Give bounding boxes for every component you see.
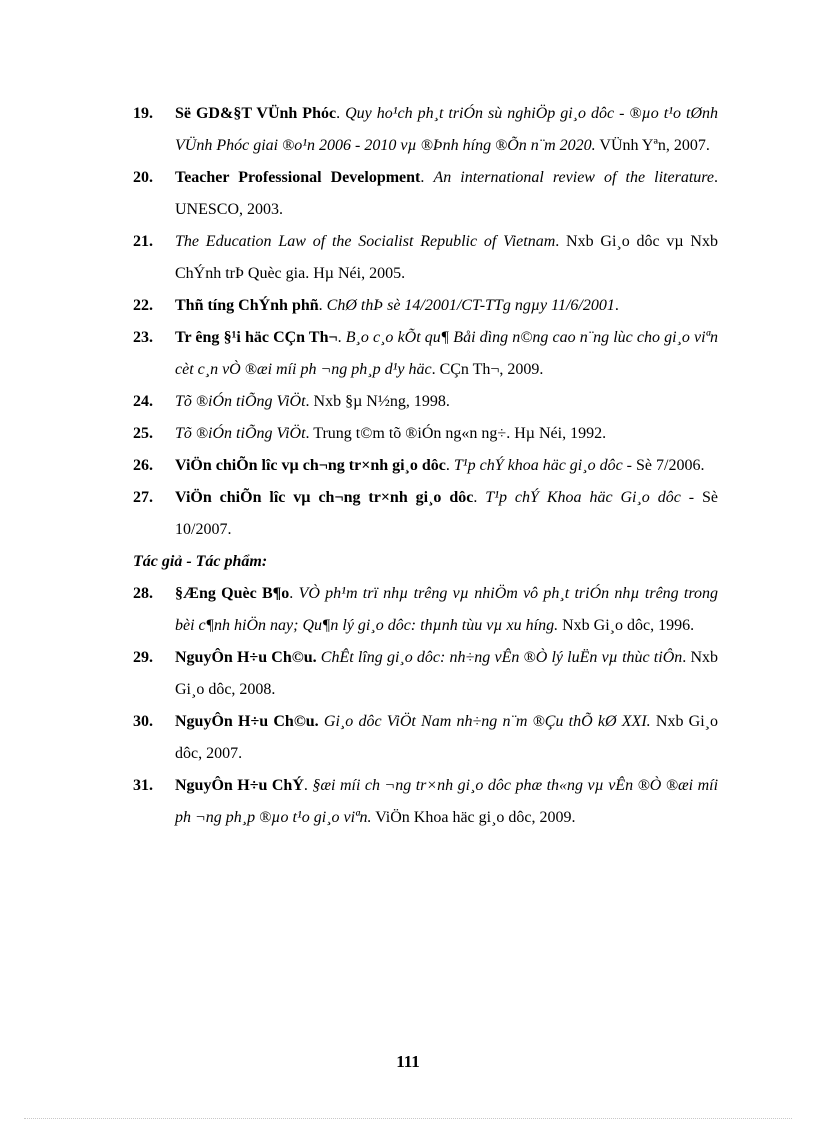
- reference-body: [175, 450, 718, 482]
- reference-item: [133, 290, 718, 322]
- reference-author: NguyÔn H÷u ChÝ: [175, 777, 304, 794]
- reference-publisher: .: [614, 297, 619, 314]
- reference-body: [175, 98, 718, 162]
- reference-title: Gi¸o dôc ViÖt Nam nh÷ng n¨m ®Çu thÕ kØ XXI.: [323, 713, 651, 730]
- reference-title: Quy ho¹ch ph¸t triÓn sù nghiÖp gi¸o dôc - ®µo t¹o tØnh VÜnh Phóc giai ®o¹n 2006 - 2010 vµ ®Þnh híng ®Õn n¨m 2020.: [175, 105, 719, 154]
- reference-number: 19.: [133, 105, 153, 122]
- reference-number: 31.: [133, 777, 153, 794]
- reference-item: [133, 386, 718, 418]
- reference-title: Tõ ®iÓn tiÕng ViÖt: [175, 425, 306, 442]
- reference-item: [133, 98, 718, 162]
- reference-author: §Æng Quèc B¶o: [175, 585, 290, 602]
- reference-title: T¹p chÝ khoa häc gi¸o dôc: [453, 457, 623, 474]
- reference-publisher: Nxb Gi¸o dôc, 1996.: [558, 617, 695, 634]
- reference-number: 30.: [133, 713, 153, 730]
- reference-title: The Education Law of the Socialist Republic of Vietnam: [175, 233, 556, 250]
- reference-author: Thñ tíng ChÝnh phñ: [175, 297, 319, 314]
- reference-author: Së GD&§T VÜnh Phóc: [175, 105, 337, 122]
- reference-publisher: ViÖn Khoa häc gi¸o dôc, 2009.: [371, 809, 576, 826]
- reference-number: 23.: [133, 329, 153, 346]
- reference-item: [133, 162, 718, 226]
- reference-separator: .: [303, 777, 313, 794]
- reference-author: NguyÔn H÷u Ch©u.: [175, 713, 319, 730]
- reference-body: [175, 642, 718, 706]
- reference-body: [175, 482, 718, 546]
- reference-item: [133, 642, 718, 706]
- reference-title: §æi míi ch ¬ng tr×nh gi¸o dôc phæ th«ng vµ vÊn ®Ò ®æi míi ph ¬ng ph¸p ®µo t¹o gi¸o viªn.: [175, 777, 719, 826]
- reference-title: B¸o c¸o kÕt qu¶ Båi dìng n©ng cao n¨ng lùc cho gi¸o viªn cèt c¸n vÒ ®æi míi ph ¬ng ph¸p d¹y häc: [175, 329, 719, 378]
- reference-separator: .: [289, 585, 299, 602]
- reference-publisher: - Sè 7/2006.: [622, 457, 705, 474]
- reference-item: [133, 578, 718, 642]
- reference-item: [133, 418, 718, 450]
- reference-item: [133, 226, 718, 290]
- reference-publisher: . Nxb Gi¸o dôc, 2008.: [175, 649, 719, 698]
- reference-separator: .: [473, 489, 486, 506]
- reference-separator: .: [420, 169, 434, 186]
- reference-author: ViÖn chiÕn lîc vµ ch¬ng tr×nh gi¸o dôc: [175, 489, 474, 506]
- reference-publisher: VÜnh Yªn, 2007.: [595, 137, 710, 154]
- reference-publisher: . CÇn Th¬, 2009.: [431, 361, 544, 378]
- reference-number: 27.: [133, 489, 153, 506]
- reference-item: [133, 322, 718, 386]
- reference-body: [175, 290, 718, 322]
- reference-separator: .: [318, 297, 327, 314]
- reference-number: 29.: [133, 649, 153, 666]
- reference-number: 21.: [133, 233, 153, 250]
- reference-publisher: - Sè 10/2007.: [175, 489, 719, 538]
- reference-title: ChÊt lîng gi¸o dôc: nh÷ng vÊn ®Ò lý luËn vµ thùc tiÔn: [320, 649, 683, 666]
- reference-author: ViÖn chiÕn lîc vµ ch¬ng tr×nh gi¸o dôc: [175, 457, 446, 474]
- reference-number: 28.: [133, 585, 153, 602]
- footer-divider: [24, 1118, 792, 1119]
- reference-body: [175, 386, 718, 418]
- reference-title: T¹p chÝ Khoa häc Gi¸o dôc: [485, 489, 681, 506]
- reference-body: [175, 706, 718, 770]
- reference-publisher: Nxb Gi¸o dôc, 2007.: [175, 713, 719, 762]
- reference-separator: .: [336, 105, 346, 122]
- reference-title: ChØ thÞ sè 14/2001/CT-TTg ngµy 11/6/2001: [326, 297, 615, 314]
- reference-author: NguyÔn H÷u Ch©u.: [175, 649, 317, 666]
- reference-number: 24.: [133, 393, 153, 410]
- reference-item: [133, 706, 718, 770]
- reference-body: [175, 162, 718, 226]
- reference-separator: .: [445, 457, 454, 474]
- reference-publisher: . Trung t©m tõ ®iÓn ng«n ng÷. Hµ Néi, 1992.: [305, 425, 607, 442]
- reference-body: [175, 418, 718, 450]
- page-number: 111: [396, 1052, 420, 1071]
- reference-publisher: . Nxb §µ N½ng, 1998.: [305, 393, 450, 410]
- reference-title: An international review of the literature: [433, 169, 715, 186]
- reference-title: Tõ ®iÓn tiÕng ViÖt: [175, 393, 306, 410]
- reference-body: [175, 578, 718, 642]
- reference-body: [175, 226, 718, 290]
- reference-publisher: . UNESCO, 2003.: [175, 169, 719, 218]
- reference-list: [133, 98, 718, 834]
- reference-number: 22.: [133, 297, 153, 314]
- reference-number: 26.: [133, 457, 153, 474]
- reference-item: [133, 770, 718, 834]
- reference-body: [175, 770, 718, 834]
- reference-publisher: . Nxb Gi¸o dôc vµ Nxb ChÝnh trÞ Quèc gia. Hµ Néi, 2005.: [175, 233, 718, 282]
- section-heading: Tác giả - Tác phẩm:: [133, 553, 268, 570]
- reference-separator: .: [337, 329, 346, 346]
- reference-body: [175, 322, 718, 386]
- reference-number: 25.: [133, 425, 153, 442]
- reference-number: 20.: [133, 169, 153, 186]
- reference-item: [133, 450, 718, 482]
- reference-title: VÒ ph¹m trï nhµ trêng vµ nhiÖm vô ph¸t triÓn nhµ trêng trong bèi c¶nh hiÖn nay; Qu¶n lý gi¸o dôc: thµnh tùu vµ xu híng.: [175, 585, 719, 634]
- reference-author: Tr êng §¹i häc CÇn Th¬: [175, 329, 338, 346]
- reference-item: [133, 482, 718, 546]
- reference-author: Teacher Professional Development: [175, 169, 421, 186]
